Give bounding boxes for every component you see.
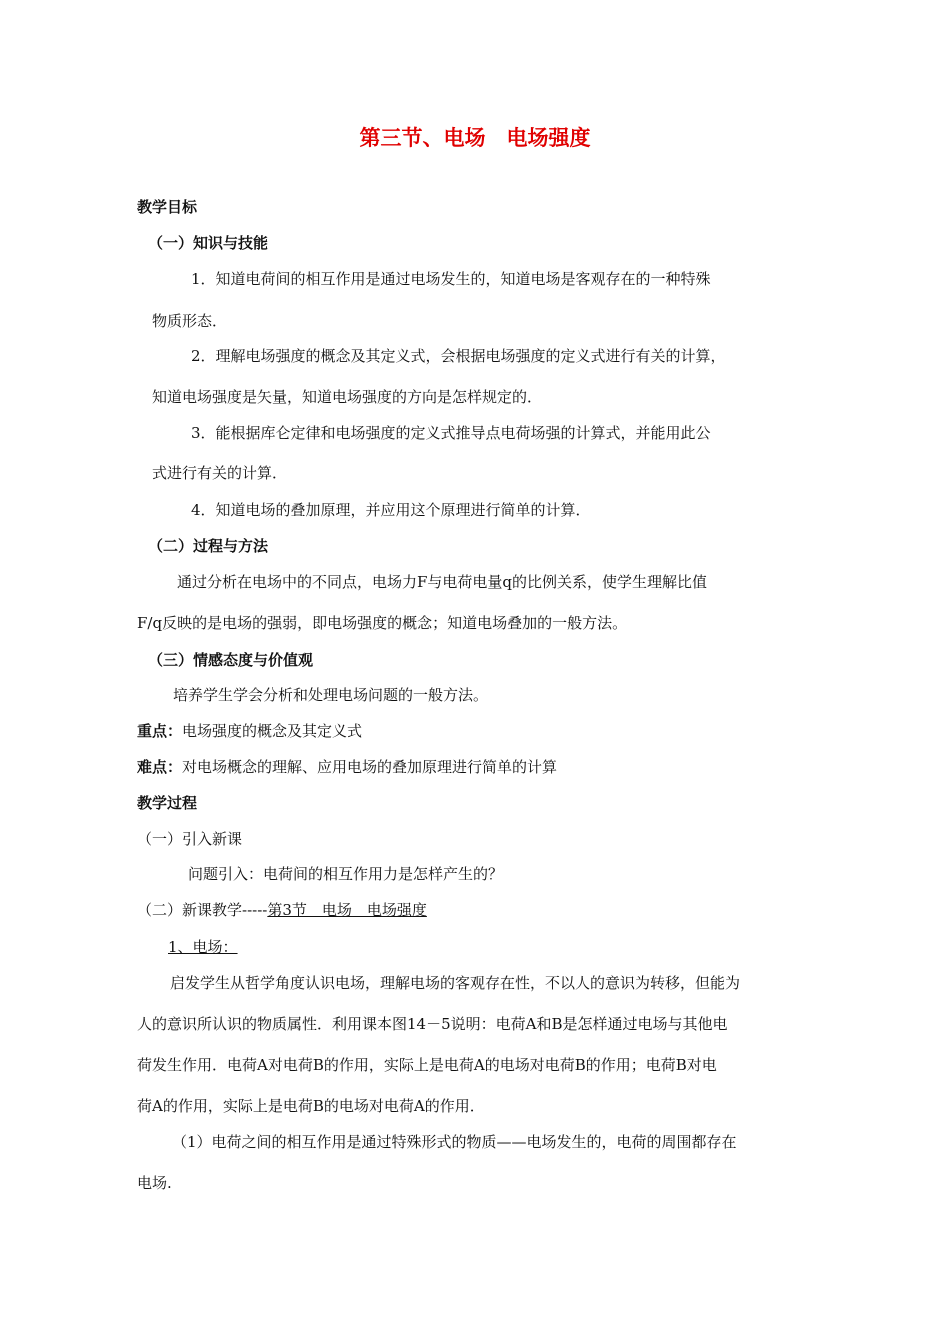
process-method-line2: F/q反映的是电场的强弱，即电场强度的概念；知道电场叠加的一般方法。 (137, 614, 628, 632)
intro-question: 问题引入：电荷间的相互作用力是怎样产生的？ (188, 865, 504, 883)
key-point-text: 电场强度的概念及其定义式 (182, 722, 363, 740)
para1-line2: 人的意识所认识的物质属性．利用课本图14－5说明：电荷A和B是怎样通过电场与其他电 (137, 1015, 728, 1033)
intro-heading: （一）引入新课 (137, 830, 243, 848)
difficulty-text: 对电场概念的理解、应用电场的叠加原理进行简单的计算 (182, 758, 558, 776)
para1-line1: 启发学生从哲学角度认识电场，理解电场的客观存在性，不以人的意识为转移，但能为 (170, 974, 741, 992)
objective-4-line1: 4．知道电场的叠加原理，并应用这个原理进行简单的计算． (191, 501, 591, 519)
new-lesson-link: 第3节 电场 电场强度 (267, 901, 427, 919)
emotion-heading: （三）情感态度与价值观 (148, 651, 314, 669)
difficulty (137, 757, 557, 777)
teaching-process-heading: 教学过程 (137, 794, 198, 812)
new-lesson-heading (137, 900, 427, 920)
objective-3-line2: 式进行有关的计算． (152, 464, 288, 482)
objective-2-line2: 知道电场强度是矢量，知道电场强度的方向是怎样规定的． (152, 388, 543, 406)
subheading-electric-field: 1、电场： (168, 938, 238, 956)
objective-1-line2: 物质形态． (152, 312, 228, 330)
objectives-heading: 教学目标 (137, 198, 198, 216)
para2-line2: 电场. (137, 1174, 172, 1192)
process-method-heading: （二）过程与方法 (148, 537, 269, 555)
key-point-label: 重点： (137, 722, 183, 740)
para1-line4: 荷A的作用，实际上是电荷B的电场对电荷A的作用． (137, 1097, 485, 1115)
process-method-line1: 通过分析在电场中的不同点，电场力F与电荷电量q的比例关系，使学生理解比值 (177, 573, 708, 591)
objective-2-line1: 2．理解电场强度的概念及其定义式，会根据电场强度的定义式进行有关的计算， (191, 347, 726, 365)
para1-line3: 荷发生作用．电荷A对电荷B的作用，实际上是电荷A的电场对电荷B的作用；电荷B对电 (137, 1056, 717, 1074)
para2-line1: （1）电荷之间的相互作用是通过特殊形式的物质——电场发生的，电荷的周围都存在 (172, 1133, 737, 1151)
knowledge-heading: （一）知识与技能 (148, 234, 269, 252)
objective-3-line1: 3．能根据库仑定律和电场强度的定义式推导点电荷场强的计算式，并能用此公 (191, 424, 711, 442)
document-title: 第三节、电场 电场强度 (359, 126, 591, 150)
key-point (137, 721, 362, 741)
emotion-line1: 培养学生学会分析和处理电场问题的一般方法。 (173, 686, 489, 704)
objective-1-line1: 1．知道电荷间的相互作用是通过电场发生的，知道电场是客观存在的一种特殊 (191, 270, 711, 288)
difficulty-label: 难点： (137, 758, 183, 776)
new-lesson-prefix: （二）新课教学----- (137, 901, 268, 919)
